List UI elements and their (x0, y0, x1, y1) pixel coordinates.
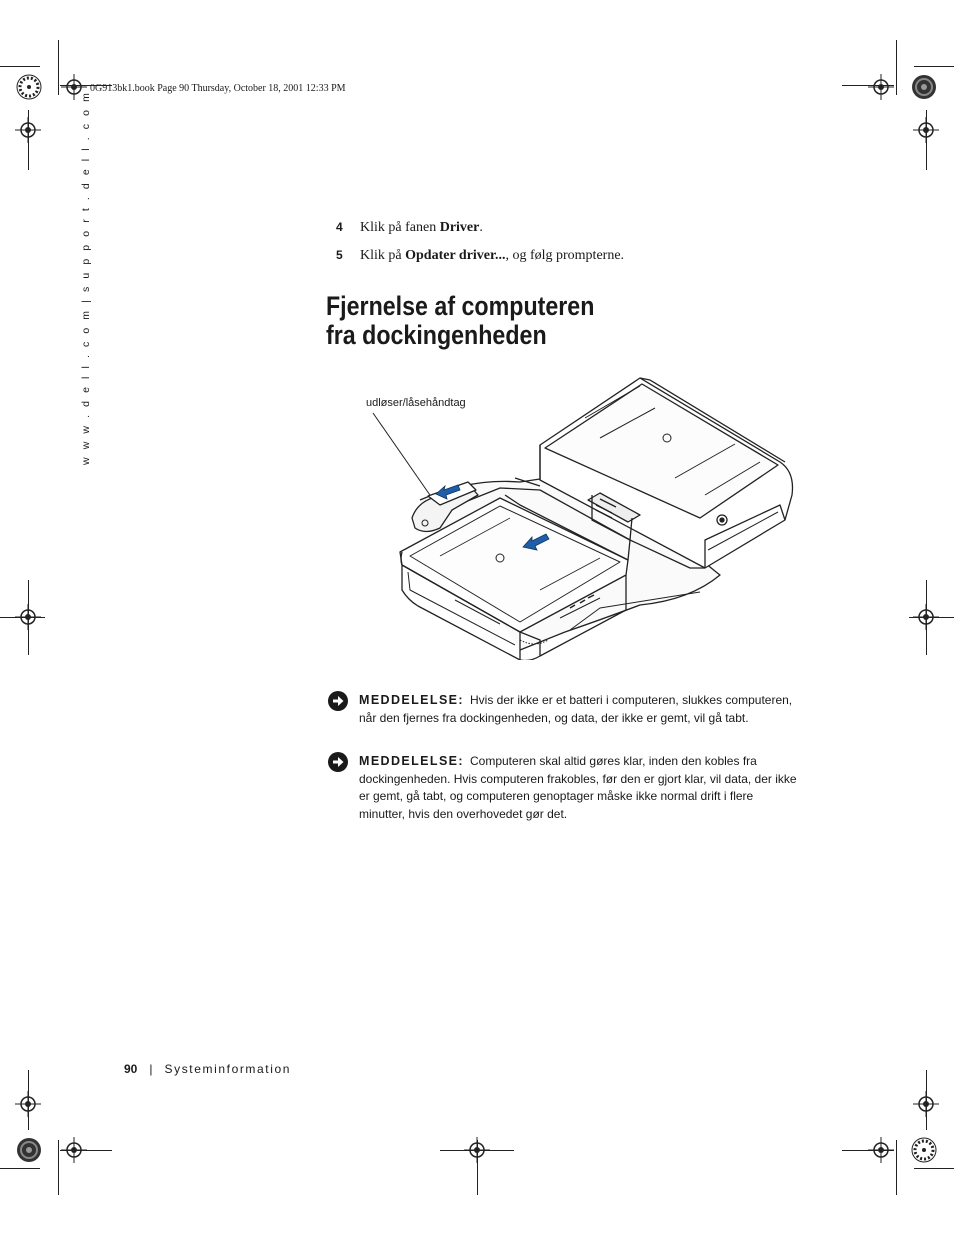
crosshair-icon (15, 604, 41, 630)
notice-2 (359, 753, 799, 823)
notice-arrow-icon (327, 751, 349, 773)
notice-1 (359, 692, 799, 727)
notice-text: Computeren skal altid gøres klar, inden den kobles fra dockingenheden. Hvis computeren frakobles, før den er gjort klar, vil data, der ikke er gemt, gå tabt, og computeren genoptager måske ikke normal drift i flere minutter, hvis den overhovedet gør det. (359, 754, 797, 821)
crosshair-icon (868, 74, 894, 100)
crosshair-icon (15, 117, 41, 143)
tab-name: Driver (439, 220, 480, 235)
page-number: 90 (124, 1062, 138, 1076)
crosshair-icon (61, 1137, 87, 1163)
figure-callout: udløser/låsehåndtag (366, 397, 466, 409)
registration-mark-icon (911, 74, 937, 100)
page-footer (124, 1062, 291, 1076)
crosshair-icon (868, 1137, 894, 1163)
registration-mark-icon (16, 1137, 42, 1163)
button-name: Opdater driver... (405, 248, 506, 263)
crosshair-icon (15, 1091, 41, 1117)
notice-text: Hvis der ikke er et batteri i computeren, slukkes computeren, når den fjernes fra dockingenheden, og data, der ikke er gemt, vil gå tabt. (359, 693, 793, 725)
print-header: 0G913bk1.book Page 90 Thursday, October 18, 2001 12:33 PM (90, 83, 346, 94)
step-5: 5 Klik på Opdater driver..., og følg prompterne. (336, 248, 625, 263)
notice-arrow-icon (327, 690, 349, 712)
crosshair-icon (913, 604, 939, 630)
notice-label: MEDDELELSE: (359, 693, 464, 707)
step-4: 4 Klik på fanen Driver. (336, 220, 483, 235)
crosshair-icon (464, 1137, 490, 1163)
footer-section: Systeminformation (164, 1062, 292, 1076)
sidebar-url: w w w . d e l l . c o m | s u p p o r t . d e l l . c o m (80, 90, 92, 465)
notice-label: MEDDELELSE: (359, 754, 464, 768)
footer-separator: | (149, 1062, 153, 1076)
section-heading: Fjernelse af computeren fra dockingenheden (326, 291, 595, 350)
crosshair-icon (913, 117, 939, 143)
registration-mark-icon (911, 1137, 937, 1163)
docking-station-illustration (360, 370, 800, 660)
step-number: 5 (336, 248, 343, 262)
registration-mark-icon (16, 74, 42, 100)
step-number: 4 (336, 220, 343, 234)
crosshair-icon (913, 1091, 939, 1117)
